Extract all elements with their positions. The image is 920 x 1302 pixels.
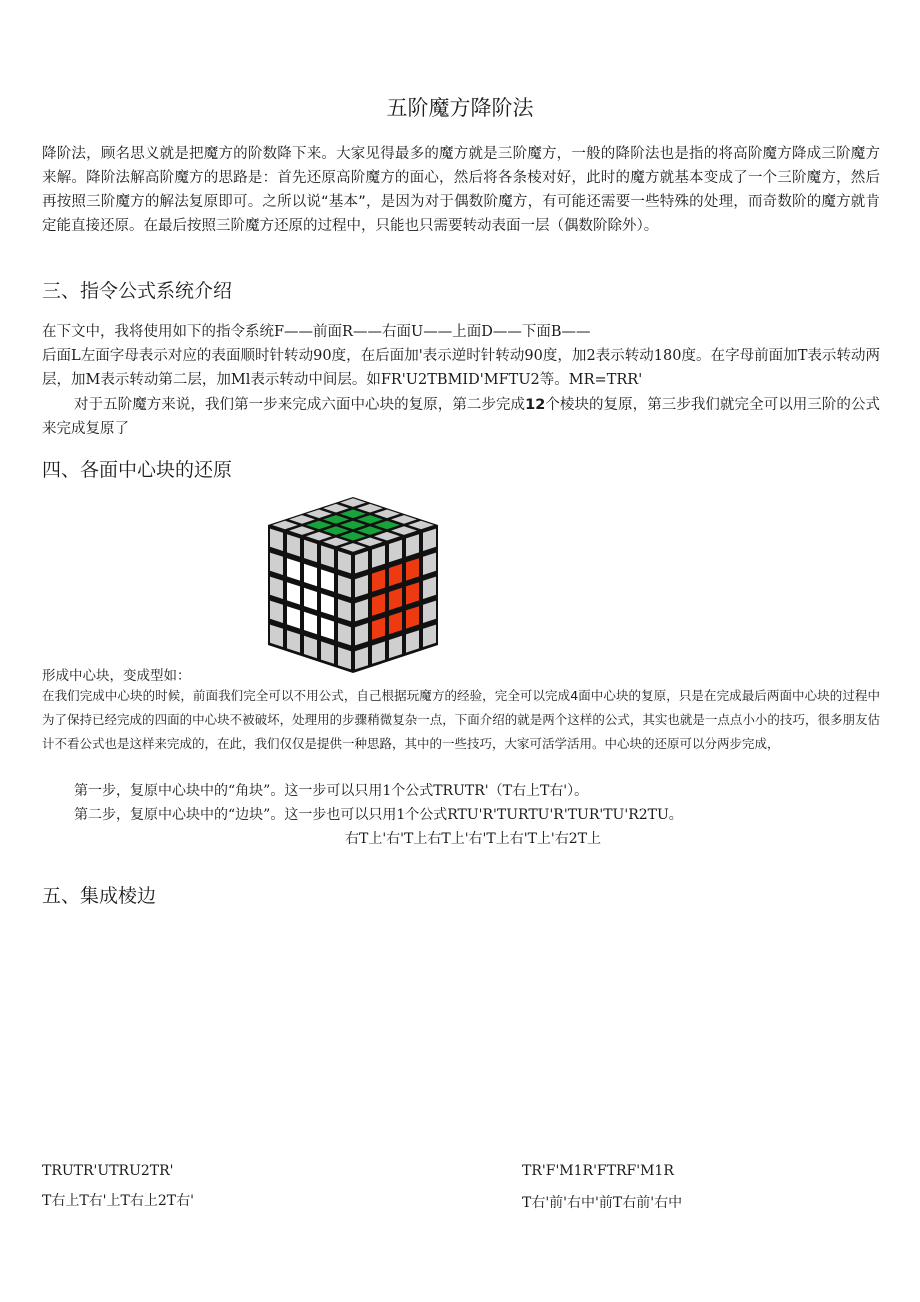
section-4-heading: 四、各面中心块的还原 bbox=[42, 459, 233, 481]
section-3-line-2: 后面L左面字母表示对应的表面顺时针转动90度，在后面加'表示逆时针转动90度，加2表示转动180度。在字母前面加T表示转动两层，加M表示转动第二层，加Ml表示转动中间层。如FR'U2TBMID'MFTU2等。MR=TRR' bbox=[42, 348, 880, 388]
intro-paragraph: 降阶法，顾名思义就是把魔方的阶数降下来。大家见得最多的魔方就是三阶魔方，一般的降阶法也是指的将高阶魔方降成三阶魔方来解。降阶法解高阶魔方的思路是：首先还原高阶魔方的面心，然后将各条棱对好，此时的魔方就基本变成了一个三阶魔方，然后再按照三阶魔方的解法复原即可。之所以说“基本”，是因为对于偶数阶魔方，有可能还需要一些特殊的处理，而奇数阶的魔方就肯定能直接还原。在最后按照三阶魔方还原的过程中，只能也只需要转动表面一层（偶数阶除外）。 bbox=[42, 146, 880, 234]
formula-left: TRUTR'UTRU2TR' bbox=[42, 1163, 174, 1179]
step-2: 第二步，复原中心块中的“边块”。这一步也可以只用1个公式RTU'R'TURTU'R'TUR'TU'R2TU。 bbox=[74, 807, 683, 823]
section-3-line-3 bbox=[42, 393, 880, 441]
formula-left-chinese: T右上T右'上T右上2T右' bbox=[42, 1193, 194, 1209]
cube-caption: 形成中心块，变成型如： bbox=[42, 668, 191, 684]
section-3-line-1: 在下文中，我将使用如下的指令系统F——前面R——右面U——上面D——下面B—— bbox=[42, 324, 591, 340]
section-4-paragraph: 在我们完成中心块的时候，前面我们完全可以不用公式，自己根据玩魔方的经验，完全可以完成4面中心块的复原，只是在完成最后两面中心块的过程中为了保持已经完成的四面的中心块不被破坏，处理用的步骤稍微复杂一点，下面介绍的就是两个这样的公式，其实也就是一点点小小的技巧，很多朋友估计不看公式也是这样来完成的，在此，我们仅仅是提供一种思路，其中的一些技巧，大家可活学活用。中心块的还原可以分两步完成， bbox=[42, 688, 880, 751]
formula-right: TR'F'M1R'FTRF'M1R bbox=[522, 1163, 674, 1179]
section-3-line-3a: 对于五阶魔方来说，我们第一步来完成六面中心块的复原，第二步完成 bbox=[74, 397, 526, 413]
document-title: 五阶魔方降阶法 bbox=[386, 96, 534, 120]
rubiks-cube-illustration bbox=[266, 497, 440, 673]
section-3-line-3b: 个棱块的复原，第三步我们就完全可以用三阶的公式来完成复原了 bbox=[42, 397, 881, 437]
section-5-heading: 五、集成棱边 bbox=[42, 885, 157, 907]
formula-right-chinese: T右'前'右中'前T右前'右中 bbox=[522, 1195, 683, 1211]
step-1: 第一步，复原中心块中的“角块”。这一步可以只用1个公式TRUTR'（T右上T右'）。 bbox=[74, 783, 589, 799]
section-3-heading: 三、指令公式系统介绍 bbox=[42, 280, 233, 302]
step-2-chinese: 右T上'右'T上右T上'右'T上右'T上'右2T上 bbox=[345, 831, 602, 847]
edge-count: 12 bbox=[525, 397, 546, 413]
